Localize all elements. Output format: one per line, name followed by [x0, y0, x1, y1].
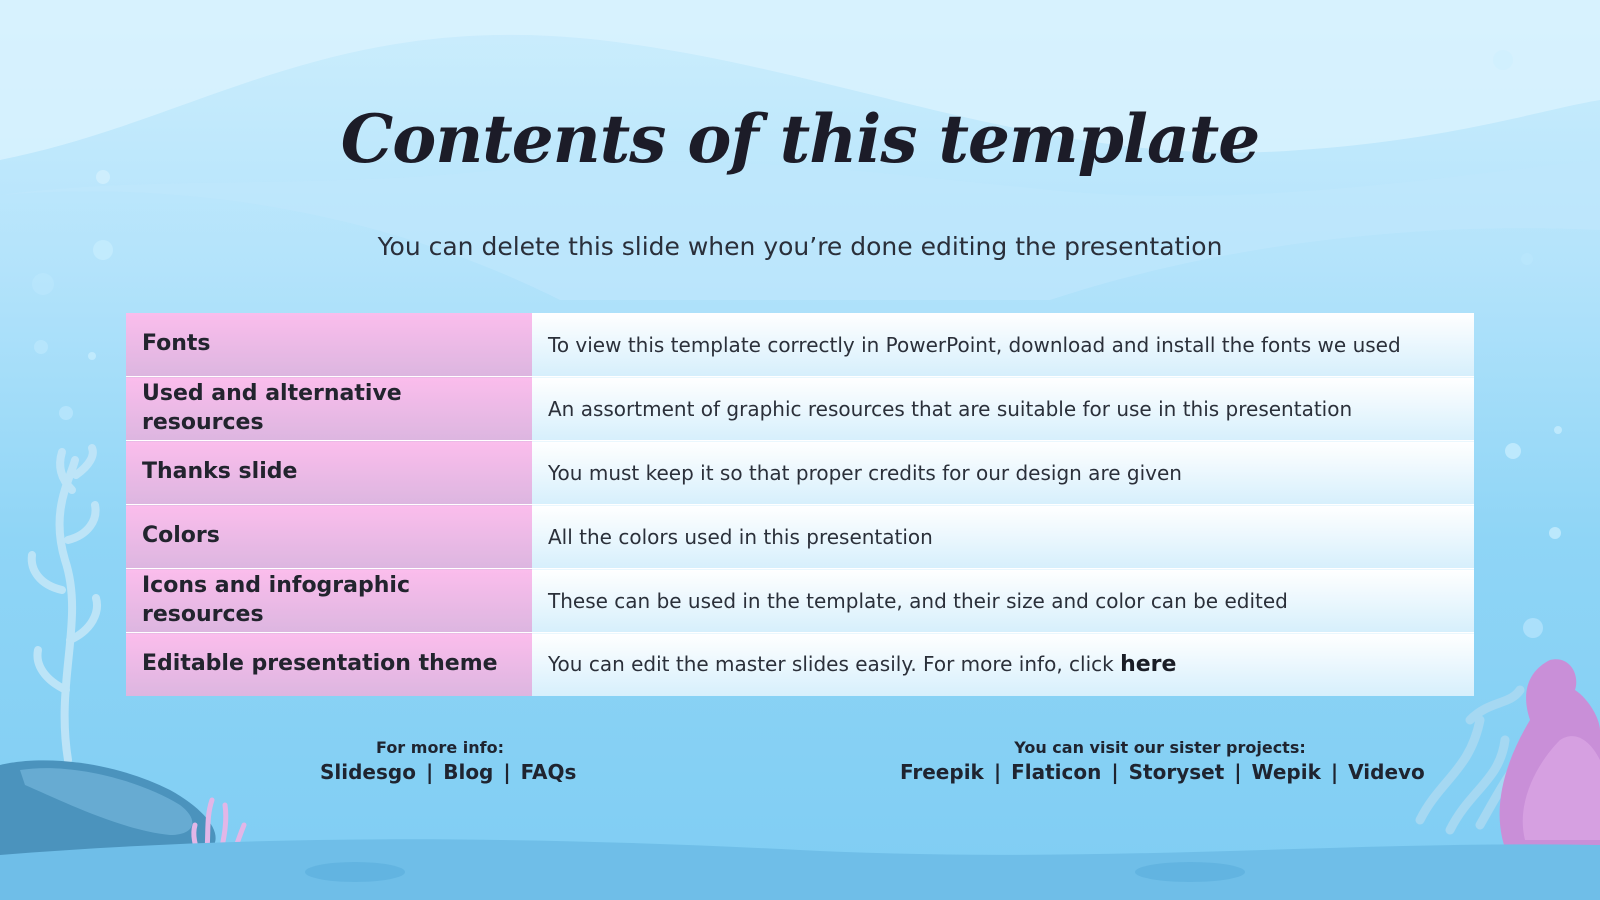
footer-links [900, 760, 1425, 784]
footer-more-info [320, 738, 577, 784]
footer-links [320, 760, 577, 784]
link-storyset[interactable]: Storyset [1128, 760, 1225, 784]
bubble [1554, 426, 1562, 434]
row-label: Editable presentation theme [126, 633, 532, 697]
seaweed-left [32, 448, 97, 760]
bubble [1523, 618, 1543, 638]
here-link[interactable]: here [1120, 652, 1177, 677]
footer-label: For more info: [376, 738, 504, 757]
separator: | [503, 760, 511, 784]
row-label: Icons and infographic resources [126, 569, 532, 633]
table-row [126, 505, 1474, 569]
bubble [59, 406, 73, 420]
slide-title: Contents of this template [340, 100, 1260, 178]
bubble [32, 273, 54, 295]
bubble [1505, 443, 1521, 459]
separator: | [993, 760, 1002, 784]
row-description: All the colors used in this presentation [532, 505, 1474, 569]
link-wepik[interactable]: Wepik [1251, 760, 1321, 784]
bubble [88, 352, 96, 360]
row-description: An assortment of graphic resources that are suitable for use in this presentation [532, 377, 1474, 441]
row-description: To view this template correctly in PowerPoint, download and install the fonts we used [532, 313, 1474, 377]
row-label: Thanks slide [126, 441, 532, 505]
table-row [126, 441, 1474, 505]
mid-wave [0, 160, 1600, 300]
link-freepik[interactable]: Freepik [900, 760, 984, 784]
link-videvo[interactable]: Videvo [1348, 760, 1425, 784]
link-flaticon[interactable]: Flaticon [1011, 760, 1102, 784]
row-description: You can edit the master slides easily. For more info, click [548, 652, 1114, 676]
bubble [34, 340, 48, 354]
link-faqs[interactable]: FAQs [520, 760, 577, 784]
sand-floor [0, 839, 1600, 900]
table-row [126, 633, 1474, 697]
row-description: These can be used in the template, and their size and color can be edited [532, 569, 1474, 633]
slide-subtitle: You can delete this slide when you’re done editing the presentation [377, 232, 1223, 261]
footer-label: You can visit our sister projects: [1014, 738, 1306, 757]
row-label: Fonts [126, 313, 532, 377]
bubble [1493, 50, 1513, 70]
separator: | [1234, 760, 1242, 784]
contents-table [126, 313, 1474, 696]
table-row [126, 377, 1474, 441]
separator: | [1111, 760, 1119, 784]
floor-shadow [1135, 862, 1245, 882]
table-row [126, 569, 1474, 633]
link-slidesgo[interactable]: Slidesgo [320, 760, 416, 784]
row-label: Used and alternative resources [126, 377, 532, 441]
separator: | [425, 760, 434, 784]
bubble [1549, 527, 1561, 539]
row-description-cell [532, 633, 1474, 697]
separator: | [1330, 760, 1339, 784]
row-label: Colors [126, 505, 532, 569]
floor-shadow [305, 862, 405, 882]
row-description: You must keep it so that proper credits for our design are given [532, 441, 1474, 505]
link-blog[interactable]: Blog [443, 760, 494, 784]
footer-sister-projects [900, 738, 1425, 784]
table-row [126, 313, 1474, 377]
